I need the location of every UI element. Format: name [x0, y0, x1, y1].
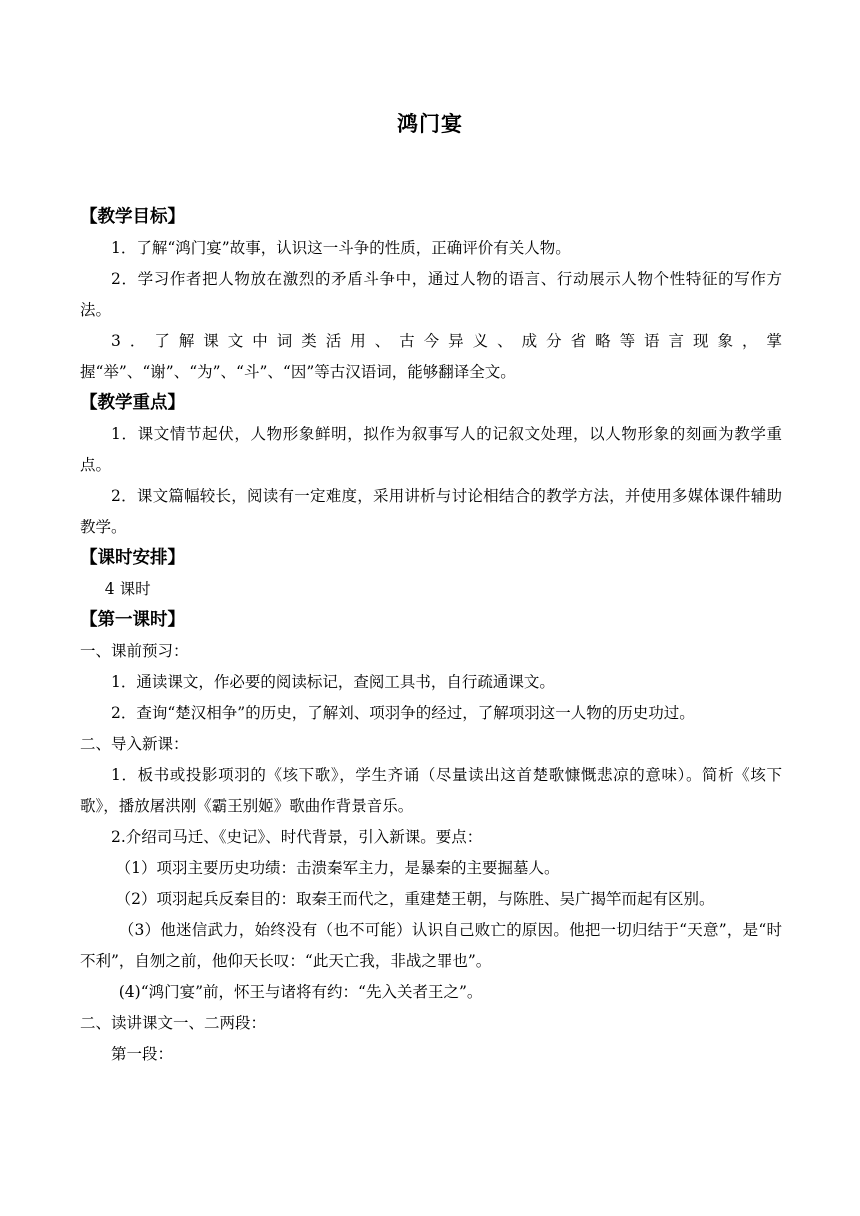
reading-title: 二、读讲课文一、二两段：	[80, 1014, 267, 1032]
section-heading-key-points: 【教学重点】	[80, 393, 185, 413]
intro-subpoint-3: （3）他迷信武力，始终没有（也不可能）认识自己败亡的原因。他把一切归结于“天意”，是“时不利”，自刎之前，他仰天长叹：“此天亡我，非战之罪也”。	[80, 921, 782, 970]
key-point-item-1: 1．课文情节起伏，人物形象鲜明，拟作为叙事写人的记叙文处理，以人物形象的刻画为教学重点。	[80, 425, 782, 474]
preview-item-2: 2．查询“楚汉相争”的历史，了解刘、项羽争的经过，了解项羽这一人物的历史功过。	[111, 704, 695, 722]
intro-item-1: 1．板书或投影项羽的《垓下歌》，学生齐诵（尽量读出这首楚歌慷慨悲凉的意味）。简析《垓下歌》，播放屠洪刚《霸王别姬》歌曲作背景音乐。	[80, 766, 782, 815]
goal-item-2: 2．学习作者把人物放在激烈的矛盾斗争中，通过人物的语言、行动展示人物个性特征的写作方法。	[80, 270, 782, 319]
intro-title: 二、导入新课：	[80, 735, 189, 753]
section-heading-lesson1: 【第一课时】	[80, 610, 185, 630]
section-heading-schedule: 【课时安排】	[80, 548, 185, 568]
intro-subpoint-2: （2）项羽起兵反秦目的：取秦王而代之，重建楚王朝，与陈胜、吴广揭竿而起有区别。	[115, 890, 715, 908]
first-paragraph-label: 第一段：	[111, 1045, 174, 1063]
goal-item-3: 3．了解课文中词类活用、古今异义、成分省略等语言现象，掌握“举”、“谢”、“为”、“斗”、“因”等古汉语词，能够翻译全文。	[80, 332, 782, 381]
goal-item-1: 1．了解“鸿门宴”故事，认识这一斗争的性质，正确评价有关人物。	[111, 239, 571, 257]
preview-item-1: 1．通读课文，作必要的阅读标记，查阅工具书，自行疏通课文。	[111, 673, 555, 691]
preview-title: 一、课前预习：	[80, 642, 189, 660]
intro-subpoint-1: （1）项羽主要历史功绩：击溃秦军主力，是暴秦的主要掘墓人。	[115, 859, 560, 877]
intro-subpoint-4: (4)“鸿门宴”前，怀王与诸将有约：“先入关者王之”。	[118, 983, 483, 1001]
section-heading-goals: 【教学目标】	[80, 207, 185, 227]
schedule-text: 4 课时	[104, 580, 151, 598]
document-title: 鸿门宴	[397, 112, 463, 136]
intro-item-2: 2.介绍司马迁、《史记》、时代背景，引入新课。要点：	[111, 828, 483, 846]
key-point-item-2: 2．课文篇幅较长，阅读有一定难度，采用讲析与讨论相结合的教学方法，并使用多媒体课件辅助教学。	[80, 487, 782, 536]
document-body	[80, 202, 782, 1070]
